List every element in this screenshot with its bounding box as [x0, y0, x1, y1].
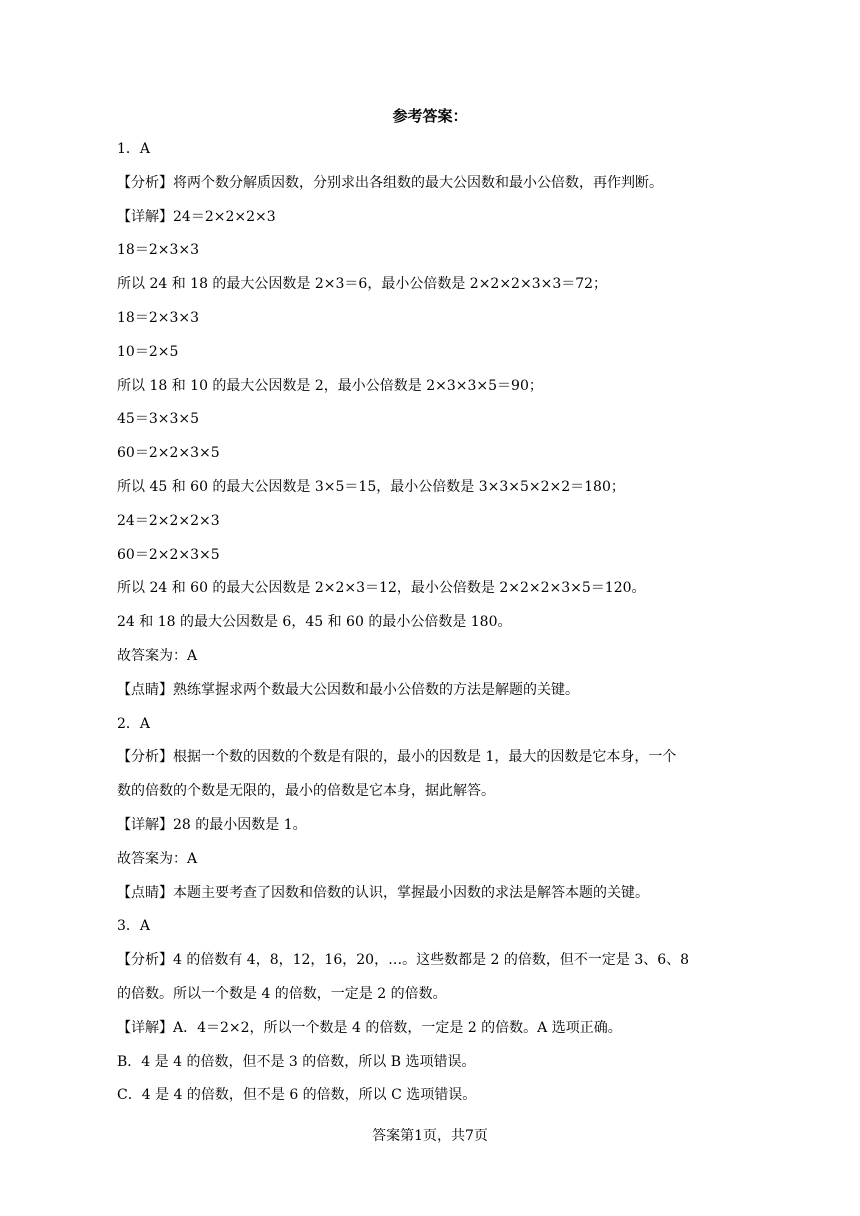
answer-1-heading: 1．A	[117, 141, 151, 157]
answer-1-detail-line: 60＝2×2×3×5	[117, 546, 220, 563]
answer-1-detail-line: 【详解】24＝2×2×2×3	[117, 208, 276, 225]
answer-3-heading: 3．A	[117, 918, 151, 935]
answer-2-detail-line: 【详解】28 的最小因数是 1。	[117, 816, 307, 833]
answer-1-detail-line: 60＝2×2×3×5	[117, 445, 220, 462]
answer-1-detail-line: 18＝2×3×3	[117, 309, 199, 326]
answer-1-detail-line: 18＝2×3×3	[117, 242, 199, 259]
answer-3-detail-line: B．4 是 4 的倍数，但不是 3 的倍数，所以 B 选项错误。	[117, 1053, 476, 1070]
answer-1-detail-line: 所以 24 和 60 的最大公因数是 2×2×3＝12，最小公倍数是 2×2×2×3×5＝120。	[117, 580, 646, 597]
page-title: 参考答案：	[392, 107, 468, 125]
answer-1-detail-line: 所以 24 和 18 的最大公因数是 2×3＝6，最小公倍数是 2×2×2×3×3＝72；	[117, 276, 608, 293]
answer-2-comment: 【点睛】本题主要考查了因数和倍数的认识，掌握最小因数的求法是解答本题的关键。	[117, 884, 649, 901]
answer-1-detail-line: 10＝2×5	[117, 343, 179, 360]
answer-1-detail-line: 24 和 18 的最大公因数是 6，45 和 60 的最小公倍数是 180。	[117, 614, 512, 631]
answer-3-detail-line: 【详解】A．4＝2×2，所以一个数是 4 的倍数，一定是 2 的倍数。A 选项正确。	[117, 1019, 622, 1036]
answer-1-detail-line: 所以 18 和 10 的最大公因数是 2，最小公倍数是 2×3×3×5＝90；	[117, 377, 543, 394]
answer-1-detail-line: 24＝2×2×2×3	[117, 512, 220, 529]
answer-3-detail-line: C．4 是 4 的倍数，但不是 6 的倍数，所以 C 选项错误。	[117, 1087, 477, 1104]
answer-2-heading: 2．A	[117, 715, 151, 732]
answer-1-comment: 【点睛】熟练掌握求两个数最大公因数和最小公倍数的方法是解题的关键。	[117, 681, 579, 698]
answer-1-detail-line: 所以 45 和 60 的最大公因数是 3×5＝15，最小公倍数是 3×3×5×2×2＝180；	[117, 478, 625, 495]
answer-1-detail-line: 45＝3×3×5	[117, 411, 199, 428]
answer-2-analysis-cont: 数的倍数的个数是无限的，最小的倍数是它本身，据此解答。	[117, 783, 495, 800]
answer-1-analysis: 【分析】将两个数分解质因数，分别求出各组数的最大公因数和最小公倍数，再作判断。	[117, 174, 663, 191]
answer-3-analysis: 【分析】4 的倍数有 4，8，12，16，20，…。这些数都是 2 的倍数，但不一定是 3、6、8	[117, 952, 690, 969]
answer-3-analysis-cont: 的倍数。所以一个数是 4 的倍数，一定是 2 的倍数。	[117, 985, 447, 1002]
answer-content	[117, 133, 747, 1113]
page-footer: 答案第1页，共7页	[372, 1128, 488, 1144]
answer-1-result: 故答案为：A	[117, 647, 198, 664]
answer-2-result: 故答案为：A	[117, 850, 198, 867]
answer-2-analysis: 【分析】根据一个数的因数的个数是有限的，最小的因数是 1，最大的因数是它本身，一个	[117, 749, 677, 766]
